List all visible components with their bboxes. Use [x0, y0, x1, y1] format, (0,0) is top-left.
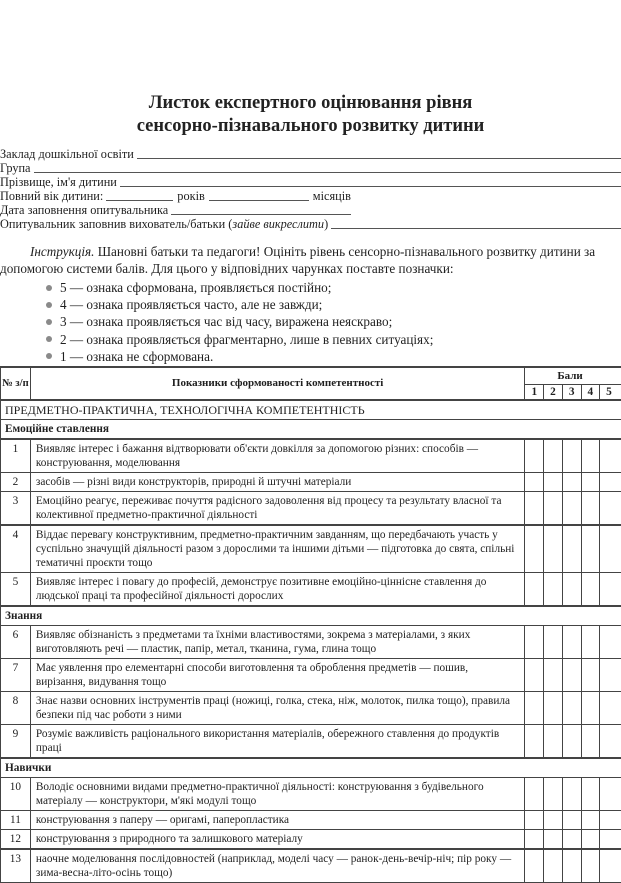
score-cell[interactable] — [544, 849, 562, 883]
score-cell[interactable] — [600, 810, 621, 829]
score-cell[interactable] — [581, 724, 599, 758]
table-row: 7 Має уявлення про елементарні способи виготовлення та оброблення предметів — пошив, вирізання, видування тощо — [1, 658, 621, 691]
filled-by-note: зайве викреслити — [232, 217, 324, 231]
score-cell[interactable] — [544, 777, 562, 810]
score-col-4: 4 — [581, 384, 599, 400]
section-title: ПРЕДМЕТНО-ПРАКТИЧНА, ТЕХНОЛОГІЧНА КОМПЕТЕНТНІСТЬ — [1, 400, 621, 420]
instruction-paragraph — [0, 243, 621, 277]
score-cell[interactable] — [562, 810, 581, 829]
score-cell[interactable] — [562, 439, 581, 473]
months-input-line[interactable] — [209, 189, 309, 201]
score-cell[interactable] — [525, 525, 544, 573]
child-name-field — [0, 175, 621, 189]
score-cell[interactable] — [581, 439, 599, 473]
score-cell[interactable] — [581, 525, 599, 573]
filled-by-label: Опитувальник заповнив вихователь/батьки (зайве викреслити) — [0, 217, 331, 231]
score-cell[interactable] — [600, 572, 621, 606]
page-title — [0, 92, 621, 138]
score-cell[interactable] — [581, 829, 599, 849]
legend-item: 1 — ознака не сформована. — [46, 348, 433, 365]
group-input-line[interactable] — [34, 161, 621, 173]
score-cell[interactable] — [600, 829, 621, 849]
score-cell[interactable] — [600, 849, 621, 883]
score-cell[interactable] — [525, 625, 544, 658]
score-cell[interactable] — [581, 491, 599, 525]
score-cell[interactable] — [562, 472, 581, 491]
age-label: Повний вік дитини: — [0, 189, 106, 203]
title-line-2: сенсорно-пізнавального розвитку дитини — [0, 115, 621, 138]
score-cell[interactable] — [544, 525, 562, 573]
score-cell[interactable] — [544, 625, 562, 658]
info-fields — [0, 147, 621, 231]
group-title-knowledge: Знання — [1, 606, 621, 626]
score-cell[interactable] — [562, 849, 581, 883]
date-field — [0, 203, 621, 217]
table-row: 5 Виявляє інтерес і повагу до професій, демонструє позитивне емоційно-ціннісне ставлення до людської праці та професійної діяльності дорослих — [1, 572, 621, 606]
score-cell[interactable] — [600, 625, 621, 658]
score-cell[interactable] — [600, 491, 621, 525]
score-cell[interactable] — [562, 777, 581, 810]
bullet-icon — [46, 285, 52, 291]
score-cell[interactable] — [581, 658, 599, 691]
score-cell[interactable] — [544, 439, 562, 473]
table-row: 13 наочне моделювання послідовностей (наприклад, моделі часу — ранок-день-вечір-ніч; пір року — зима-весна-літо-осінь тощо) — [1, 849, 621, 883]
score-cell[interactable] — [525, 491, 544, 525]
score-cell[interactable] — [544, 810, 562, 829]
score-cell[interactable] — [544, 572, 562, 606]
score-cell[interactable] — [600, 439, 621, 473]
score-cell[interactable] — [600, 777, 621, 810]
score-cell[interactable] — [581, 849, 599, 883]
table-row: 9 Розуміє важливість раціонального використання матеріалів, обережного ставлення до продуктів праці — [1, 724, 621, 758]
legend-item: 5 — ознака сформована, проявляється постійно; — [46, 279, 433, 296]
date-label: Дата заповнення опитувальника — [0, 203, 171, 217]
score-cell[interactable] — [562, 658, 581, 691]
legend-item: 4 — ознака проявляється часто, але не завжди; — [46, 296, 433, 313]
score-cell[interactable] — [544, 472, 562, 491]
years-input-line[interactable] — [106, 189, 173, 201]
score-cell[interactable] — [544, 658, 562, 691]
table-row: 6 Виявляє обізнаність з предметами та їхніми властивостями, зокрема з матеріалами, з яких виготовляють речі — пластик, папір, метал, тканина, гума, глина тощо — [1, 625, 621, 658]
filled-by-input-line[interactable] — [331, 217, 621, 229]
score-col-5: 5 — [600, 384, 621, 400]
table-row: 8 Знає назви основних інструментів праці (ножиці, голка, стека, ніж, молоток, пилка тощо), правила безпеки під час роботи з ними — [1, 691, 621, 724]
age-field — [0, 189, 621, 203]
header-number: № з/п — [1, 367, 31, 400]
score-cell[interactable] — [544, 829, 562, 849]
score-cell[interactable] — [525, 777, 544, 810]
score-cell[interactable] — [525, 724, 544, 758]
months-label: місяців — [309, 189, 355, 203]
score-cell[interactable] — [581, 810, 599, 829]
score-cell[interactable] — [525, 472, 544, 491]
group-label: Група — [0, 161, 34, 175]
header-indicators: Показники сформованості компетентності — [30, 367, 524, 400]
score-cell[interactable] — [600, 525, 621, 573]
score-cell[interactable] — [525, 829, 544, 849]
score-cell[interactable] — [562, 525, 581, 573]
assessment-table — [0, 366, 621, 883]
years-label: років — [173, 189, 209, 203]
table-row: 10 Володіє основними видами предметно-практичної діяльності: конструювання з будівельного матеріалу — конструктори, м'які модулі тощо — [1, 777, 621, 810]
score-cell[interactable] — [562, 724, 581, 758]
group-title-emotional: Емоційне ставлення — [1, 419, 621, 439]
child-name-label: Прізвище, ім'я дитини — [0, 175, 120, 189]
date-input-line[interactable] — [171, 203, 351, 215]
score-cell[interactable] — [562, 572, 581, 606]
child-name-input-line[interactable] — [120, 175, 621, 187]
score-cell[interactable] — [600, 472, 621, 491]
bullet-icon — [46, 302, 52, 308]
table-row: 11 конструювання з паперу — оригамі, паперопластика — [1, 810, 621, 829]
institution-label: Заклад дошкільної освіти — [0, 147, 137, 161]
group-field — [0, 161, 621, 175]
score-cell[interactable] — [562, 625, 581, 658]
score-cell[interactable] — [525, 572, 544, 606]
score-cell[interactable] — [581, 777, 599, 810]
score-cell[interactable] — [562, 491, 581, 525]
bullet-icon — [46, 336, 52, 342]
score-cell[interactable] — [562, 829, 581, 849]
title-line-1: Листок експертного оцінювання рівня — [0, 92, 621, 115]
instruction-label: Інструкція. — [30, 244, 94, 259]
score-cell[interactable] — [600, 658, 621, 691]
score-legend-list — [46, 279, 433, 365]
institution-input-line[interactable] — [137, 147, 621, 159]
table-row: 2 засобів — різні види конструкторів, природні й штучні матеріали — [1, 472, 621, 491]
score-cell[interactable] — [581, 572, 599, 606]
score-cell[interactable] — [581, 625, 599, 658]
table-row: 1 Виявляє інтерес і бажання відтворювати об'єкти довкілля за допомогою різних: способів — конструювання, моделювання — [1, 439, 621, 473]
score-cell[interactable] — [525, 691, 544, 724]
score-cell[interactable] — [600, 724, 621, 758]
score-cell[interactable] — [544, 491, 562, 525]
group-title-skills: Навички — [1, 758, 621, 778]
legend-item: 2 — ознака проявляється фрагментарно, лише в певних ситуаціях; — [46, 331, 433, 348]
table-row: 12 конструювання з природного та залишкового матеріалу — [1, 829, 621, 849]
score-cell[interactable] — [562, 691, 581, 724]
table-row: 4 Віддає перевагу конструктивним, предметно-практичним завданням, що передбачають участь у суспільно значущій діяльності разом з дорослими та іншими дітьми — підготовка до свята, спільні тематичні проєкти тощо — [1, 525, 621, 573]
filled-by-field — [0, 217, 621, 231]
score-cell[interactable] — [525, 658, 544, 691]
header-scores: Бали — [525, 367, 621, 384]
score-cell[interactable] — [544, 691, 562, 724]
score-cell[interactable] — [525, 849, 544, 883]
score-cell[interactable] — [581, 691, 599, 724]
score-col-1: 1 — [525, 384, 544, 400]
instruction-text: Шановні батьки та педагоги! Оцініть рівень сенсорно-пізнавального розвитку дитини за допомогою системи балів. Для цього у відповідних чарунках поставте позначки: — [0, 244, 595, 276]
score-col-2: 2 — [544, 384, 562, 400]
table-row: 3 Емоційно реагує, переживає почуття радісного задоволення від процесу та результату власної та колективної предметно-практичної діяльності — [1, 491, 621, 525]
score-cell[interactable] — [525, 810, 544, 829]
bullet-icon — [46, 319, 52, 325]
institution-field — [0, 147, 621, 161]
score-cell[interactable] — [544, 724, 562, 758]
score-col-3: 3 — [562, 384, 581, 400]
score-cell[interactable] — [581, 472, 599, 491]
bullet-icon — [46, 353, 52, 359]
legend-item: 3 — ознака проявляється час від часу, виражена неяскраво; — [46, 313, 433, 330]
score-cell[interactable] — [525, 439, 544, 473]
score-cell[interactable] — [600, 691, 621, 724]
